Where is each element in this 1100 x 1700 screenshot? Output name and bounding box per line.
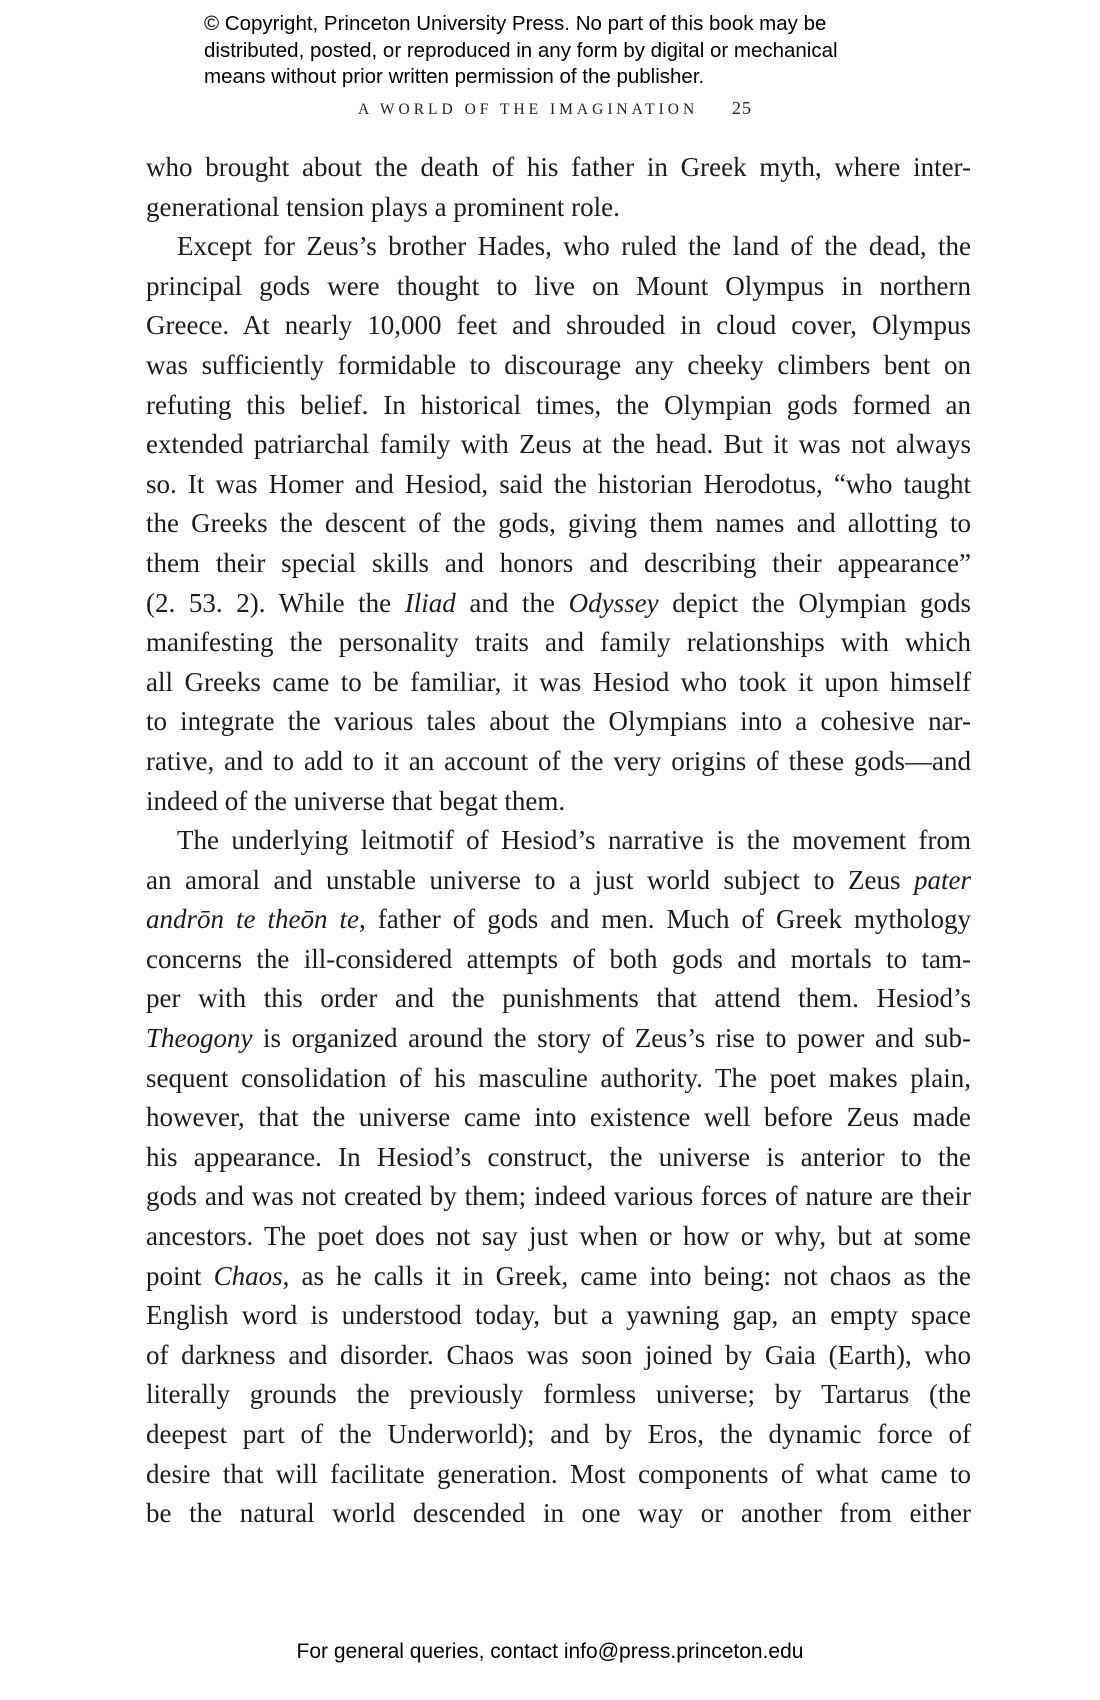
text-line: gods and was not created by them; indeed various forces of nature are their (146, 1181, 971, 1212)
text-line: English word is understood today, but a yawning gap, an empty space (146, 1300, 971, 1331)
footer-contact: For general queries, contact info@press.princeton.edu (296, 1640, 804, 1663)
italic-text: andrōn te theōn te (146, 904, 360, 935)
paragraph (146, 148, 971, 227)
text-line: be the natural world descended in one way or another from either (146, 1498, 971, 1529)
running-head (0, 98, 1100, 119)
text-line: sequent consolidation of his masculine authority. The poet makes plain, (146, 1062, 971, 1093)
text-line: rative, and to add to it an account of the very origins of these gods—and (146, 745, 971, 776)
text-line: however, that the universe came into existence well before Zeus made (146, 1102, 971, 1133)
paragraph (146, 227, 971, 821)
text-line: concerns the ill-considered attempts of both gods and mortals to tam- (146, 943, 971, 974)
italic-text: pater (914, 864, 971, 895)
body-text (146, 148, 971, 1534)
text-line: his appearance. In Hesiod’s construct, the universe is anterior to the (146, 1141, 971, 1172)
text-line: literally grounds the previously formless universe; by Tartarus (the (146, 1379, 971, 1410)
paragraph (146, 821, 971, 1534)
text-line: refuting this belief. In historical times, the Olympian gods formed an (146, 389, 971, 420)
text-line: was sufficiently formidable to discourage any cheeky climbers bent on (146, 349, 971, 380)
text-line: deepest part of the Underworld); and by Eros, the dynamic force of (146, 1419, 971, 1449)
italic-text: Iliad (404, 587, 456, 618)
page-number: 25 (732, 98, 753, 118)
copyright-line: distributed, posted, or reproduced in any form by digital or mechanical (204, 38, 838, 62)
copyright-line: © Copyright, Princeton University Press. No part of this book may be (204, 12, 827, 35)
text-line: all Greeks came to be familiar, it was Hesiod who took it upon himself (146, 666, 971, 697)
text-line: manifesting the personality traits and family relationships with which (146, 627, 971, 658)
text-line: indeed of the universe that begat them. (146, 785, 566, 816)
text-line: of darkness and disorder. Chaos was soon joined by Gaia (Earth), who (146, 1339, 971, 1370)
text-line: point Chaos, as he calls it in Greek, came into being: not chaos as the (146, 1260, 971, 1291)
text-line: them their special skills and honors and describing their appearance” (146, 547, 971, 578)
text-line: the Greeks the descent of the gods, giving them names and allotting to (146, 508, 971, 539)
text-line: to integrate the various tales about the Olympians into a cohesive nar- (146, 706, 971, 737)
text-line: generational tension plays a prominent role. (146, 191, 620, 222)
text-line: ancestors. The poet does not say just when or how or why, but at some (146, 1221, 971, 1252)
text-line: andrōn te theōn te, father of gods and men. Much of Greek mythology (146, 904, 971, 935)
italic-text: Theogony (146, 1023, 253, 1054)
text-line: so. It was Homer and Hesiod, said the historian Herodotus, “who taught (146, 468, 971, 499)
text-line: Greece. At nearly 10,000 feet and shrouded in cloud cover, Olympus (146, 310, 971, 341)
text-line: desire that will facilitate generation. Most components of what came to (146, 1458, 971, 1489)
text-line: per with this order and the punishments that attend them. Hesiod’s (146, 983, 971, 1014)
text-line: Except for Zeus’s brother Hades, who ruled the land of the dead, the (177, 231, 971, 262)
italic-text: Odyssey (568, 587, 659, 618)
text-line: Theogony is organized around the story of Zeus’s rise to power and sub- (146, 1023, 971, 1054)
text-line: who brought about the death of his father in Greek myth, where inter- (146, 152, 971, 182)
italic-text: Chaos (213, 1260, 283, 1291)
copyright-line: means without prior written permission of the publisher. (204, 65, 705, 88)
text-line: principal gods were thought to live on Mount Olympus in northern (146, 270, 971, 301)
text-line: (2. 53. 2). While the Iliad and the Odyssey depict the Olympian gods (146, 587, 971, 618)
text-line: an amoral and unstable universe to a just world subject to Zeus pater (146, 864, 971, 895)
running-head-title: A WORLD OF THE IMAGINATION (357, 101, 699, 118)
text-line: extended patriarchal family with Zeus at the head. But it was not always (146, 429, 971, 460)
copyright-notice (204, 11, 924, 91)
text-line: The underlying leitmotif of Hesiod’s narrative is the movement from (177, 825, 971, 856)
